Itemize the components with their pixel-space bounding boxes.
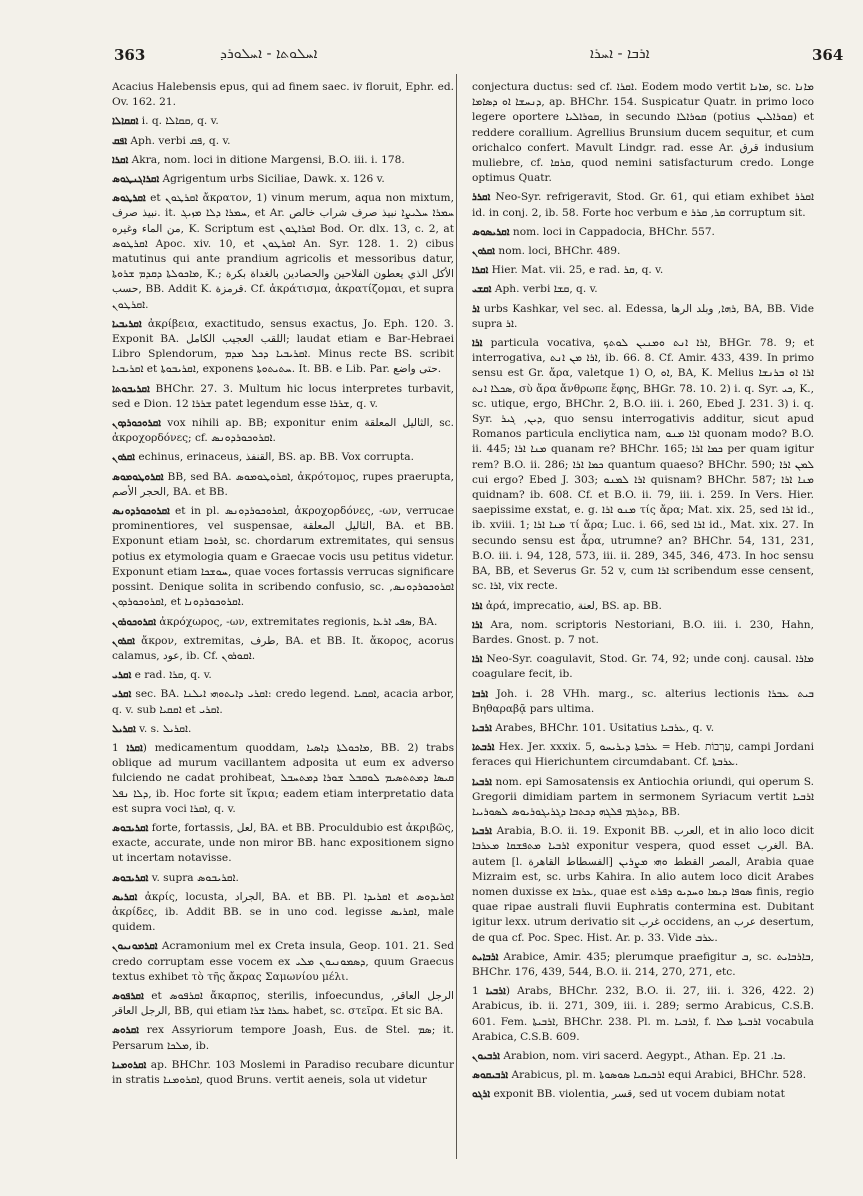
dictionary-entry [112,114,454,129]
entry-definition: Neo-Syr. coagulavit, Stod. Gr. 74, 92; unde conj. causal. ܡܐܪܐ coagulare fecit, ib. [472,653,814,681]
dictionary-entry [112,722,454,737]
dictionary-entry [112,134,454,149]
entry-headword: ܐܩܩܐܠܐ [112,116,139,128]
left-column [112,80,454,1160]
left-page-number: 363 [114,46,146,64]
entry-headword: ܐܦܩ [112,135,128,147]
dictionary-entry [472,824,814,946]
entry-definition: Agrigentum urbs Siciliae, Dawk. x. 126 v. [162,173,385,186]
entry-definition: nom. loci, BHChr. 489. [498,245,621,258]
entry-headword: ܐܩܪܝܣܘܣ [472,226,510,238]
dictionary-entry [472,984,814,1045]
entry-definition: particula vocativa, ܐܪܐ ܐܢܬ ܘܡܢܝܢ ܠܘܬܟ, BHGr. 78. 9; et interrogativa, ܐܪܐ ܡܢ ܐܢܬ, ib. 66. 8. Cf. Amir. 433, 439. In primo sensu est Gr. ἄρα, valetque 1) O, ܐܘ, BA, K. Melius ܐܪܐ ܐܘ ܒܪܢܫܐ ܣܟܠܐ ܐܢܬ, σὺ ἄρα ἄνθρωπε ἔφης, BHGr. 78. 10. 2) i. q. Syr. ܟܝ, K., sc. utique, ergo, BHChr. 2, B.O. iii. i. 260, Ebed J. 231. 3) i. q. Syr. ܕܝܢ, ܓܝܪ, quo sensu interrogativis additur, sicut apud Romanos particula encliytica nam, ܐܪܐ ܡܢܘ quonam modo? B.O. ii. 445; ܡܢܐ ܐܪܐ quanam re? BHChr. 165; ܟܡܐ ܐܪܐ per quam igitur rem? B.O. ii. 286; ܟܡܐ ܐܪܐ quantum quaeso? BHChr. 590; ܠܡܢ ܐܪܐ cui ergo? Ebed J. 303; ܐܪܐ ܠܡܢܘ quisnam? BHChr. 587; ܡܢܐ ܐܪܐ quidnam? ib. 608. Cf. et B.O. ii. 79, iii. i. 259. In Vers. Hier. saepissime exstat, e. g. ܡܢܘ ܐܪܐ τίς ἄρα; Mat. xix. 25, sed ܐܪܐ id., ib. xviii. 1; ܡܢܐ ܐܪܐ τί ἄρα; Luc. i. 66, sed ܐܪܐ id., Mat. xix. 27. In secundo sensu est ἆρα, utrumne? an? BHChr. 54, 131, 231, B.O. iii. i. 94, 128, 573, iii. ii. 289, 345, 346, 473. In hoc sensu BA, BB, et Severus Gr. 52 v, cum ܐܪܐ scribendum esse censent, sc. ܐܪܐ, vix recte. [472,337,814,593]
entry-definition: nom. loci in Cappadocia, BHChr. 557. [512,225,715,238]
entry-headword: ܐܩܪܪ [472,192,491,204]
entry-headword: ܐܩܫܝ [472,284,492,296]
entry-definition: Hex. Jer. xxxix. 5, ܥܪܒܬܐ ܕܝܪܝܚܘ = Heb. עַרְבוֹת, campi Jordani feraces qui Hierichuntem circumdabant. Cf. ܥܪܒܬܐ. [472,741,814,769]
dictionary-entry [472,80,814,186]
entry-headword: ܐܪܒܐ [472,688,489,700]
dictionary-entry [112,687,454,717]
entry-definition: et ܐܩܪܦܘܣ ἄκαρπος, sterilis, infoecundus, الرجل العاقر, الرجل العاقر, BB, qui etiam ܥܩܪܐ ܫܪܐ habet, sc. στεῖρα. Et sic BA. [112,989,454,1018]
entry-headword: ܐܩܪܘܢ [472,246,495,258]
entry-definition: et ܐܩܪܛܘܢ ἄκρατον, 1) vinum merum, aqua non mixtum, نبيذ صرف. it. ܚܡܪܐ ܕܠܐ ܡܙܝܓ, et Ar. ܚܡܪܐ ܚܠܝܨܐ نبيذ صرف شراب خالص من الماء وغيره, K. Scriptum est ܐܩܪܐܛܘܢ Bod. Or. dlx. 13, c. 2, at ܐܩܪܛܘܣ Apoc. xiv. 10, et ܐܩܪܛܘܢ An. Syr. 128. 1. 2) cibus matutinus qui ante prandium agricolis et messoribus datur, ܡܐܟܘܠܬܐ ܕܩܕܡ ܫܪܘܬܐ, K.; الأكل الذي يعطون الفلاحين والحصادين بالغداة بكرة حسب, BB. Addit K. قرمزة. Cf. ἀκράτισμα, ἀκρατίζομαι, et supra ܐܩܪܛܘܢ. [112,192,454,311]
dictionary-entry [112,939,454,985]
dictionary-entry [472,244,814,259]
dictionary-entry [472,336,814,594]
entry-definition: urbs Kashkar, vel sec. al. Edessa, ܪܗܐ, وبلد الرها, BA, BB. Vide supra ܐܪ. [472,302,814,330]
entry-definition: ἄκρον, extremitas, طرف, BA. et BB. It. ἄκορος, acorus calamus, عود, ib. Cf. ܐܩܘܪܘܢ. [112,634,454,662]
entry-definition: Ara, nom. scriptoris Nestoriani, B.O. iii. i. 230, Hahn, Bardes. Gnost. p. 7 not. [472,618,814,646]
entry-definition: rex Assyriorum tempore Joash, Eus. de Stel. ܣܡ; it. Persarum ܡܠܟܐ, ib. [112,1024,454,1052]
dictionary-entry [112,871,454,886]
entry-headword: ܐܪܒܝܐ [472,776,492,788]
entry-definition: e rad. ܩܪܐ, q. v. [134,669,212,682]
entry-headword: ܐܩܪܘܛܘܡܘܣ [112,471,164,483]
entry-headword: ܐܩܪܐ [472,265,489,277]
dictionary-entry [472,721,814,736]
dictionary-entry [472,599,814,614]
entry-definition: Akra, nom. loci in ditione Margensi, B.O. iii. i. 178. [131,153,405,166]
entry-headword: ܐܪܒܝܩܘܣ [472,1070,509,1082]
entry-definition: i. q. ܩܩܐܠܐ, q. v. [141,115,219,128]
dictionary-entry [472,618,814,648]
entry-definition: BHChr. 27. 3. Multum hic locus interpretes turbavit, sed e Dion. ܫܪܪܐ 12 patet legendum esse ܫܪܪܐ, q. v. [112,382,454,410]
entry-definition: exponit BB. violentia, قسر, sed ut vocem dubiam notat [493,1088,785,1101]
dictionary-entry [112,416,454,446]
right-page-number: 364 [812,46,844,64]
entry-definition: ap. BHChr. 103 Moslemi in Paradiso recubare dicuntur in stratis ܐܩܪܘܡܢܐ, quod Bruns. vertit aeneis, sola ut videtur [112,1058,454,1086]
dictionary-entry [112,821,454,867]
dictionary-entry [112,382,454,412]
dictionary-entry [472,190,814,220]
entry-headword: ܐܩܪܝ [112,689,132,701]
entry-definition: sec. BA. ܐܩܪܝ ܕܐܝܬܘܗܝ ܐܝܠܢܐ: credo legend. ܐܩܩܝܐ, acacia arbor, q. v. sub ܐܩܩܝܐ et ܐܩܪܝ. [112,688,454,716]
entry-headword: ܐܩܪܦܘܣ [112,990,144,1002]
dictionary-entry [472,302,814,332]
entry-definition: Aph. verbi ܦܩ, q. v. [130,134,231,147]
entry-headword: ܐܪܒܬܐ [472,742,495,754]
entry-headword: ܐܩܪܡܘܢܝܘܢ [112,941,158,953]
left-running-title: ܐܚܠܘܬܐ - ܐܚܠܘܪܕ [220,46,318,62]
entry-definition: conjectura ductus: sed cf. ܐܩܪܐ. Eodem modo vertit ܡܐܢܐ, sc. ܡܐܢܐ ܕܢܚܫܐ ܐܘ ܕܣܐܡܐ, ap. BHChr. 154. Suspicatur Quatr. in primo loco legere oportere ܩܘܪܐܠܝܐ, in secundo ܩܘܪܐܠܐ (potius ܩܘܪܐܠܝܢ) et reddere corallium. Agrellius Brunsium ducem sequitur, et cum orichalco confert. Mavult Lindgr. rad. esse Ar. قرق indusium muliebre, cf. ܩܪܩܐ, quod nemini satisfacturum credo. Longe optimus Quatr. [472,81,814,185]
dictionary-entry [112,450,454,465]
entry-headword: ܐܩܪܝܣ [112,891,138,903]
entry-definition: 1) Arabs, BHChr. 232, B.O. ii. 27, iii. i. 326, 422. 2) Arabicus, ib. ii. 271, 309, iii. i. 289; sermo Arabicus, C.S.B. 601. Fem. ܐܪܒܝܬܐ, BHChr. 238. Pl. m. ܐܪܒܝܐ, f. ܐܪܒܝܬܐ ܡܠܐ vocabula Arabica, C.S.B. 609. [472,985,814,1043]
entry-definition: Acacius Halebensis epus, qui ad finem saec. iv floruit, Ephr. ed. Ov. 162. 21. [112,81,454,109]
dictionary-entry [472,282,814,297]
dictionary-entry [472,950,814,980]
entry-headword: ܐܩܪܘܢ [112,452,135,464]
dictionary-entry [112,741,454,817]
entry-definition: BB, sed BA. ܐܩܪܘܛܘܡܘܣ, ἀκρότομος, rupes praerupta, الحجر الأصم, BA. et BB. [112,470,454,498]
dictionary-entry [112,890,454,936]
dictionary-entry [472,1087,814,1102]
dictionary-entry [472,740,814,770]
entry-headword: ܐܩܪܘܟܘܪܕܘܢܣ [112,506,170,518]
right-column [472,80,814,1160]
entry-definition: Neo-Syr. refrigeravit, Stod. Gr. 61, qui etiam exhibet ܐܩܪܪ id. in conj. 2, ib. 58. Forte hoc verbum e ܩܪ, ܩܪܪ corruptum sit. [472,191,814,219]
dictionary-entry [112,191,454,313]
entry-definition: Aph. verbi ܩܫܐ, q. v. [494,283,598,296]
entry-headword: ܐܪܒܐܝܬ [472,951,499,963]
entry-headword: ܐܩܪܘܣ [112,1025,139,1037]
dictionary-entry [472,775,814,821]
entry-definition: 1) medicamentum quoddam, ܡܐܟܘܠܬܐ ܕܐܣܝܐ, BB. 2) trabs oblique ad murum vacillantem adposita ut eum ex adverso fulciendo ne cadat prohibeat, ܩܝܣܐ ܕܡܬܬܣܝܡ ܠܘܩܒܠ ܫܘܪܐ ܕܡܬܚܒܠ ܕܠܐ ܢܦܠ, ib. Hoc forte sit ἴκρια; eadem etiam interpretatio data est supra voci ܐܩܪܐ, q. v. [112,741,454,815]
entry-definition: Joh. i. 28 VHh. marg., sc. alterius lectionis ܒܝܬ ܥܒܪܐ Βηθαραβᾷ pars ultima. [472,687,814,715]
entry-definition: Arabion, nom. viri sacerd. Aegypt., Athan. Ep. ܟܐ. 21. [503,1049,786,1062]
dictionary-entry [472,1049,814,1064]
entry-headword: ܐܩܪܐ [112,154,129,166]
entry-headword: ܐܪܐ [472,654,483,666]
dictionary-entry [112,317,454,378]
column-divider [456,74,457,1159]
entry-headword: ܐܩܪܐܓܢܛܘܣ [112,174,160,186]
entry-definition: nom. epi Samosatensis ex Antiochia oriundi, qui operum S. Gregorii dimidiam partem in sermonem Syriacum vertit ܐܪܒܝܐ ܕܬܪܓܡ ܦܠܓܗ ܕܟܬܒܐ ܕܓܪܝܓܘܪܝܘܣ ܠܣܘܪܝܝܐ, BB. [472,775,814,818]
dictionary-entry [472,687,814,717]
entry-headword: ܐܩܪܝܒܘܬܐ [112,383,150,395]
entry-definition: Arabice, Amir. 435; plerumque praefigitur ܒ, sc. ܒܐܪܒܐܝܬ, BHChr. 176, 439, 544, B.O. ii. 214, 270, 271, etc. [472,950,814,978]
entry-definition: Hier. Mat. vii. 25, e rad. ܩܪ, q. v. [491,264,664,277]
dictionary-entry [112,634,454,664]
entry-headword: ܐܩܪܝ [112,670,132,682]
entry-definition: Arabicus, pl. m. ܐܪܒܝܩܝܐ ܣܘܣܘܬܐ equi Arabici, BHChr. 528. [511,1069,807,1082]
right-running-title: ܐܪܒܐ - ܐܚܪܐ [590,46,650,62]
dictionary-entry [112,1058,454,1088]
entry-headword: ܐܪܒܝܐ [485,986,506,998]
dictionary-entry [472,1068,814,1083]
page-header [0,40,863,70]
entry-definition: forte, fortassis, لعل, BA. et BB. Proculdubio est ἀκριβῶς, exacte, accurate, unde non miror BB. hanc expositionem signo ut incertam notavisse. [112,821,454,865]
entry-headword: ܐܩܪܝܒܘܣ [112,872,149,884]
entry-headword: ܐܪ [472,303,480,315]
entry-definition: v. s. ܐܩܪܝܠ. [139,722,192,735]
dictionary-entry [472,225,814,240]
dictionary-entry [112,470,454,500]
entry-definition: ἀκρίς, locusta, الجراد, BA. et BB. Pl. ܐܩܪܝܕܐ et ܐܩܪܝܕܘܣ ἀκρίδες, ib. Addit BB. se in uno cod. legisse ܐܩܪܝܣ, male quidem. [112,890,454,934]
entry-headword: ܐܪܐ [472,619,483,631]
entry-headword: ܐܪܓܘ [472,1089,491,1101]
dictionary-entry [112,668,454,683]
entry-definition: ἀκρόχωρος, -ων, extremitates regionis, ܣܦܝ ܐܪܥܐ, BA. [159,615,438,628]
dictionary-entry [112,615,454,630]
entry-definition: echinus, erinaceus, القنفذ, BS. ap. BB. Vox corrupta. [138,451,414,464]
entry-headword: ܐܩܪܝܒܝܐ [112,318,142,330]
entry-headword: ܐܪܒܝܘܢ [472,1050,500,1062]
entry-headword: ܐܩܪܝܠ [112,723,136,735]
entry-definition: vox nihili ap. BB; exponitur enim الثاليل المعلقة, sc. ἀκροχορδόνες; cf. ܐܩܪܘܟܘܪܕܘܢܣ. [112,417,454,445]
entry-headword: ܐܪܐ [472,338,483,350]
entry-headword: ܐܩܪܘܢ [112,635,135,647]
entry-headword: ܐܪܐ [472,600,483,612]
dictionary-entry [112,989,454,1019]
dictionary-entry [472,652,814,682]
entry-definition: ἀκρίβεια, exactitudo, sensus exactus, Jo. Eph. 120. 3. Exponit BA. اللقب العجيب الكامل; laudat etiam e Bar-Hebraei Libro Splendorum, ܐܩܪܝܒܝܐ ܕܟܠ ܡܕܡ. Minus recte BS. scribit ܐܩܪܝܒܝܐ et ܐܩܪܝܒܘܬܐ, exponens ܚܬܝܬܘܬܐ. It. BB. e Lib. Par. حتى واضع. [112,317,454,376]
dictionary-entry [112,1023,454,1053]
dictionary-entry [112,80,454,110]
entry-headword: ܐܩܪܝܒܘܣ [112,822,149,834]
entry-headword: ܐܪܒܝܐ [472,826,492,838]
entry-definition: v. supra ܐܩܪܝܒܘܣ. [151,871,239,884]
dictionary-entry [112,153,454,168]
entry-headword: ܐܪܒܝܐ [472,722,492,734]
entry-headword: ܐܩܪܛܘܣ [112,193,146,205]
entry-definition: Arabia, B.O. ii. 19. Exponit BB. العرب, et in alio loco dicit ܐܪܒܝܐ ܡܬܦܫܩܐ ܡܥܪܒܐ exponitur vespera, quod esset الغرب. BA. autem [l. الفسطاط القاهرة] المصر القطط ܘܗܝ ܡܨܪܝܢ, Arabia quae Mizraim est, sc. urbs Kahira. In alio autem loco dicit Arabes nomen duxisse ex ܥܪܒܐ, quae est ܣܘܦܐ ܕܝܡܐ ܘܚܕܝܘ ܕܦܪܬ finis, regio quae ripae australi fluvii Euphratis contermina est. Dubitant igitur lexx. utrum derivatio sit غرب occidens, an عرب desertum, de qua cf. Poc. Spec. Hist. Ar. p. 33. Vide ܥܪܒ. [472,825,814,944]
dictionary-entry [112,172,454,187]
dictionary-entry [472,263,814,278]
entry-definition: ἀρά, imprecatio, لعنة, BS. ap. BB. [485,599,662,612]
entry-definition: Arabes, BHChr. 101. Usitatius ܥܪܒܝܐ, q. v. [495,721,715,734]
entry-headword: ܐܩܪܘܡܢܐ [112,1059,147,1071]
entry-headword: ܐܩܪܘܟܘܪܕܘܢ [112,418,161,430]
dictionary-entry [112,504,454,610]
entry-headword: ܐܩܪܘܟܘܪܘܢ [112,616,157,628]
entry-definition: et in pl. ܐܩܪܘܟܘܪܕܘܢܣ, ἀκροχορδόνες, -ων, verrucae prominentiores, vel suspensae, الثاليل المعلقة, BA. et BB. Exponunt etiam ܐܪܘܒܐ, sc. chordarum extremitates, qui sensus potius ex etymologia quam e Graecae vocis usu petitus videtur. Exponunt etiam ܚܘܫܟܐ, quae voces fortassis verrucas significare possint. Denique solita in scribendo confusio, sc. ܐܩܪܘܟܘܪܕܘܢܣ, ܐܩܪܘܟܘܪܕܘܢ, et ܐܩܪܘܟܘܪܕܘܢܐ. [112,505,454,609]
entry-headword: ܐܩܪܐ [126,742,143,754]
entry-definition: Acramonium mel ex Creta insula, Geop. 101. 21. Sed credo corruptam esse vocem ex ܕܣܡܘܢܝܘܢ ܡܠܝ, quum Graecus textus exhibet τὸ τῆς ἄκρας Σαμωνίου μέλι. [112,940,454,983]
